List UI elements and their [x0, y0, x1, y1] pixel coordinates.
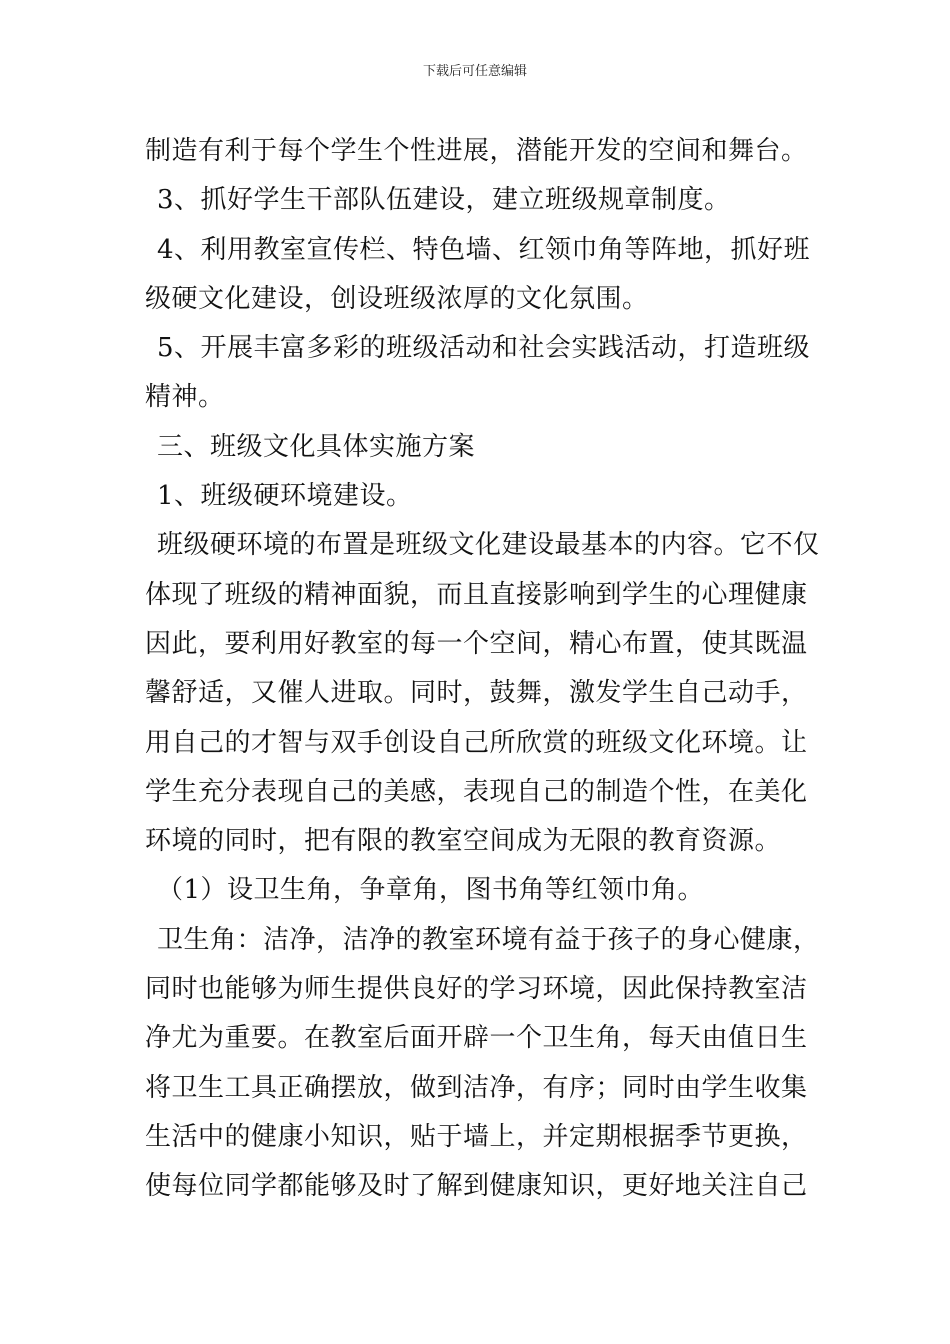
- paragraph-line: 生活中的健康小知识，贴于墙上，并定期根据季节更换，: [145, 1121, 808, 1152]
- paragraph-line: 卫生角：洁净，洁净的教室环境有益于孩子的身心健康，: [157, 924, 820, 955]
- list-item-4: 4、利用教室宣传栏、特色墙、红领巾角等阵地，抓好班: [157, 234, 811, 265]
- paragraph-line: 班级硬环境的布置是班级文化建设最基本的内容。它不仅: [157, 530, 820, 561]
- list-item-5: 5、开展丰富多彩的班级活动和社会实践活动，打造班级: [157, 333, 811, 364]
- paragraph-line: 将卫生工具正确摆放，做到洁净，有序；同时由学生收集: [145, 1072, 808, 1103]
- paragraph-line: 因此，要利用好教室的每一个空间，精心布置，使其既温: [145, 628, 808, 659]
- subsection-heading: 1、班级硬环境建设。: [157, 481, 413, 512]
- paragraph-line: 同时也能够为师生提供良好的学习环境，因此保持教室洁: [145, 974, 808, 1005]
- paragraph-line: 用自己的才智与双手创设自己所欣赏的班级文化环境。让: [145, 727, 808, 758]
- list-item-3: 3、抓好学生干部队伍建设，建立班级规章制度。: [157, 185, 731, 216]
- document-body: [145, 127, 825, 1212]
- paragraph-line: 馨舒适，又催人进取。同时，鼓舞，激发学生自己动手，: [145, 678, 808, 709]
- subsection-item-1: （1）设卫生角，争章角，图书角等红领巾角。: [157, 875, 705, 906]
- paragraph-line: 体现了班级的精神面貌，而且直接影响到学生的心理健康: [145, 579, 808, 610]
- section-heading: 三、班级文化具体实施方案: [157, 431, 476, 462]
- paragraph-line: 级硬文化建设，创设班级浓厚的文化氛围。: [145, 283, 649, 314]
- paragraph-line: 精神。: [145, 382, 225, 413]
- paragraph-line: 使每位同学都能够及时了解到健康知识，更好地关注自己: [145, 1171, 808, 1202]
- paragraph-line: 净尤为重要。在教室后面开辟一个卫生角，每天由值日生: [145, 1023, 808, 1054]
- paragraph-line: 环境的同时，把有限的教室空间成为无限的教育资源。: [145, 826, 782, 857]
- page-header: 下载后可任意编辑: [422, 64, 527, 79]
- paragraph-line: 制造有利于每个学生个性进展，潜能开发的空间和舞台。: [145, 136, 808, 166]
- paragraph-line: 学生充分表现自己的美感，表现自己的制造个性，在美化: [145, 776, 808, 807]
